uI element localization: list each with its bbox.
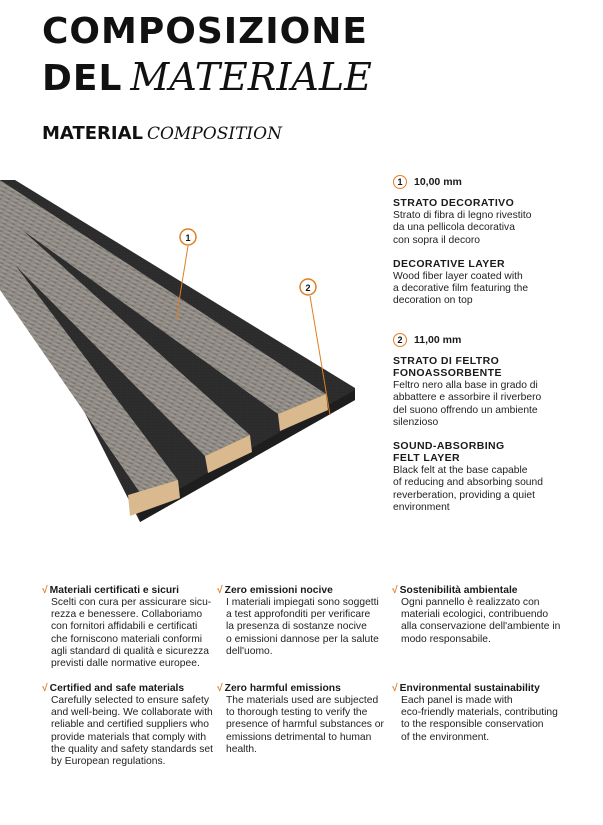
feature-text xyxy=(226,597,392,658)
spec-layer-1 xyxy=(393,175,598,308)
spec-2-text-it-line: silenzioso xyxy=(393,416,439,428)
spec-2-text-it-line: del suono offrendo un ambiente xyxy=(393,404,538,416)
spec-1-title-it: STRATO DECORATIVO xyxy=(393,197,515,209)
spec-1-head xyxy=(393,175,598,189)
spec-2-text-en-line: Black felt at the base capable xyxy=(393,465,528,477)
spec-2-text-it-line: abbattere e assorbire il riverbero xyxy=(393,392,542,404)
feature-text xyxy=(401,597,567,646)
spec-1-text-en-line: decoration on top xyxy=(393,295,473,307)
title-line-2-italic: MATERIALE xyxy=(130,55,372,99)
feature-line: a test approfonditi per verificare xyxy=(226,609,371,621)
spec-1-text-it xyxy=(393,210,598,247)
check-icon: √ xyxy=(217,585,223,596)
panel-illustration xyxy=(0,150,370,530)
feature-line: of the environment. xyxy=(401,731,490,743)
feature-line: to thorough testing to verify the xyxy=(226,707,368,719)
page-title xyxy=(42,11,372,99)
feature-line: dell'uomo. xyxy=(226,645,273,657)
feature-line: che forniscono materiali conformi xyxy=(51,633,203,645)
feature-title-text: Zero emissioni nocive xyxy=(224,585,333,596)
subtitle-bold: MATERIAL xyxy=(42,123,143,144)
callout-1-number: 1 xyxy=(185,233,191,243)
feature-line: alla conservazione dell'ambiente in xyxy=(401,621,561,633)
check-icon: √ xyxy=(217,683,223,694)
feature-title-text: Zero harmful emissions xyxy=(224,683,341,694)
spec-2-number-badge: 2 xyxy=(393,333,407,347)
feature-line: the quality and safety standards set xyxy=(51,743,213,755)
feature-title xyxy=(392,683,567,695)
feature-title xyxy=(217,683,392,695)
feature-text xyxy=(51,695,217,768)
spec-1-text-en-line: a decorative film featuring the xyxy=(393,283,529,295)
spec-2-text-en xyxy=(393,465,598,514)
feature-en-zero-emissions xyxy=(217,683,392,756)
feature-title-text: Materiali certificati e sicuri xyxy=(49,585,179,596)
feature-line: to the responsible conservation xyxy=(401,719,544,731)
check-icon: √ xyxy=(392,683,398,694)
feature-line: o emissioni dannose per la salute xyxy=(226,633,379,645)
feature-title xyxy=(217,585,392,597)
spec-1-measure: 10,00 mm xyxy=(414,176,462,188)
spec-1-number-badge: 1 xyxy=(393,175,407,189)
title-line-2 xyxy=(42,55,372,99)
feature-title xyxy=(42,585,217,597)
spec-2-text-en-line: environment xyxy=(393,502,450,514)
feature-line: presence of harmful substances or xyxy=(226,719,384,731)
title-line-1: COMPOSIZIONE xyxy=(42,11,368,52)
page-subtitle xyxy=(42,123,282,144)
spec-2-title-en xyxy=(393,440,598,464)
title-line-2-bold: DEL xyxy=(42,58,123,99)
feature-line: Ogni pannello è realizzato con xyxy=(401,597,540,608)
spec-1-text-en xyxy=(393,271,598,308)
feature-it-zero-emissions xyxy=(217,585,392,658)
feature-text xyxy=(51,597,217,670)
spec-1-text-en-line: Wood fiber layer coated with xyxy=(393,270,523,282)
feature-line: I materiali impiegati sono soggetti xyxy=(226,597,379,608)
spec-2-title-it-line: STRATO DI FELTRO xyxy=(393,355,500,367)
check-icon: √ xyxy=(42,683,48,694)
subtitle-italic: COMPOSITION xyxy=(146,124,282,144)
feature-line: agli standard di qualità e sicurezza xyxy=(51,645,209,657)
spec-2-title-it-line: FONOASSORBENTE xyxy=(393,367,502,379)
feature-line: and well-being. We collaborate with xyxy=(51,707,213,719)
feature-line: eco-friendly materials, contributing xyxy=(401,707,558,719)
spec-1-text-it-line: Strato di fibra di legno rivestito xyxy=(393,210,532,221)
feature-line: emissions detrimental to human xyxy=(226,731,372,743)
spec-2-measure: 11,00 mm xyxy=(414,334,462,346)
feature-line: rezza e benessere. Collaboriamo xyxy=(51,609,203,621)
feature-en-certified xyxy=(42,683,217,768)
spec-1-title-en: DECORATIVE LAYER xyxy=(393,257,505,270)
spec-1-text-it-line: da una pellicola decorativa xyxy=(393,222,515,234)
feature-line: provide materials that comply with xyxy=(51,731,207,743)
feature-it-certified xyxy=(42,585,217,670)
spec-2-title-it xyxy=(393,355,598,379)
spec-2-title-en-line: FELT LAYER xyxy=(393,452,461,465)
feature-line: The materials used are subjected xyxy=(226,695,379,706)
feature-title-text: Certified and safe materials xyxy=(49,683,185,694)
spec-2-head xyxy=(393,333,598,347)
feature-line: Scelti con cura per assicurare sicu- xyxy=(51,597,212,608)
feature-text xyxy=(226,695,392,756)
spec-2-text-en-line: reverberation, providing a quiet xyxy=(393,489,535,501)
feature-line: modo responsabile. xyxy=(401,633,491,645)
feature-title xyxy=(42,683,217,695)
feature-text xyxy=(401,695,567,744)
feature-line: materiali ecologici, contribuendo xyxy=(401,609,549,621)
feature-en-sustainability xyxy=(392,683,567,744)
feature-line: la presenza di sostanze nocive xyxy=(226,621,367,633)
feature-line: health. xyxy=(226,743,257,755)
feature-line: Carefully selected to ensure safety xyxy=(51,695,209,706)
feature-title-text: Environmental sustainability xyxy=(399,683,540,694)
feature-line: con fornitori affidabili e certificati xyxy=(51,621,198,633)
spec-2-text-it-line: Feltro nero alla base in grado di xyxy=(393,380,538,391)
check-icon: √ xyxy=(392,585,398,596)
spec-1-text-it-line: con sopra il decoro xyxy=(393,234,481,246)
spec-2-text-en-line: of reducing and absorbing sound xyxy=(393,477,543,489)
feature-line: by European regulations. xyxy=(51,756,166,768)
feature-line: previsti dalle normative europee. xyxy=(51,658,200,670)
feature-it-sustainability xyxy=(392,585,567,646)
spec-2-title-en-line: SOUND-ABSORBING xyxy=(393,440,505,453)
feature-title xyxy=(392,585,567,597)
feature-title-text: Sostenibilità ambientale xyxy=(399,585,518,596)
feature-line: Each panel is made with xyxy=(401,695,513,706)
spec-layer-2 xyxy=(393,333,598,514)
check-icon: √ xyxy=(42,585,48,596)
feature-line: reliable and certified suppliers who xyxy=(51,719,209,731)
callout-2-number: 2 xyxy=(305,283,311,293)
spec-2-text-it xyxy=(393,380,598,429)
